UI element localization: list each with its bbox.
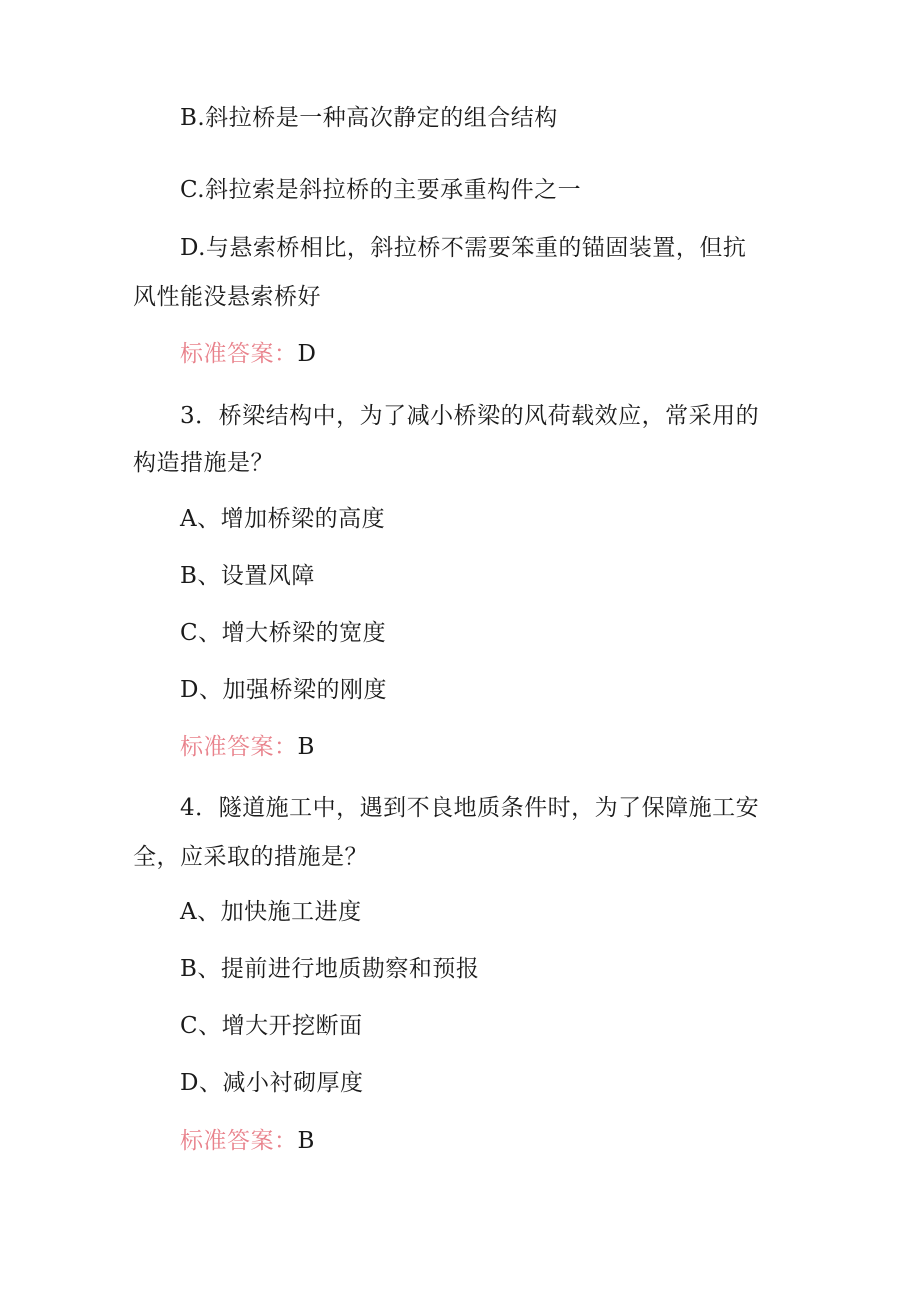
q2-option-d-line2: 风性能没悬索桥好 — [133, 284, 321, 310]
q4-question-line2: 全，应采取的措施是？ — [133, 844, 368, 870]
q4-option-c: C、增大开挖断面 — [180, 1013, 363, 1039]
q3-option-b: B、设置风障 — [180, 563, 315, 589]
q3-answer-label: 标准答案： — [180, 734, 298, 760]
q3-option-d: D、加强桥梁的刚度 — [180, 677, 387, 703]
q4-option-d: D、减小衬砌厚度 — [180, 1070, 364, 1096]
q3-question-line1: 3．桥梁结构中，为了减小桥梁的风荷载效应，常采用的 — [180, 403, 760, 429]
q2-option-d-line1: D.与悬索桥相比，斜拉桥不需要笨重的锚固装置，但抗 — [180, 235, 747, 261]
q3-option-c: C、增大桥梁的宽度 — [180, 620, 387, 646]
q4-answer-label: 标准答案： — [180, 1128, 298, 1154]
q4-question-line1: 4．隧道施工中，遇到不良地质条件时，为了保障施工安 — [180, 795, 760, 821]
q3-option-a: A、增加桥梁的高度 — [180, 506, 386, 532]
q4-option-b: B、提前进行地质勘察和预报 — [180, 956, 480, 982]
q4-answer-value: B — [297, 1128, 315, 1154]
q4-answer — [180, 1126, 315, 1156]
q2-option-c: C.斜拉索是斜拉桥的主要承重构件之一 — [180, 177, 582, 203]
q2-answer-label: 标准答案： — [180, 341, 298, 367]
q3-answer — [180, 732, 315, 762]
q2-answer — [180, 339, 316, 369]
q3-answer-value: B — [297, 734, 315, 760]
q4-option-a: A、加快施工进度 — [180, 899, 362, 925]
q2-option-b: B.斜拉桥是一种高次静定的组合结构 — [180, 105, 558, 131]
q3-question-line2: 构造措施是？ — [133, 450, 274, 476]
q2-answer-value: D — [297, 341, 317, 367]
